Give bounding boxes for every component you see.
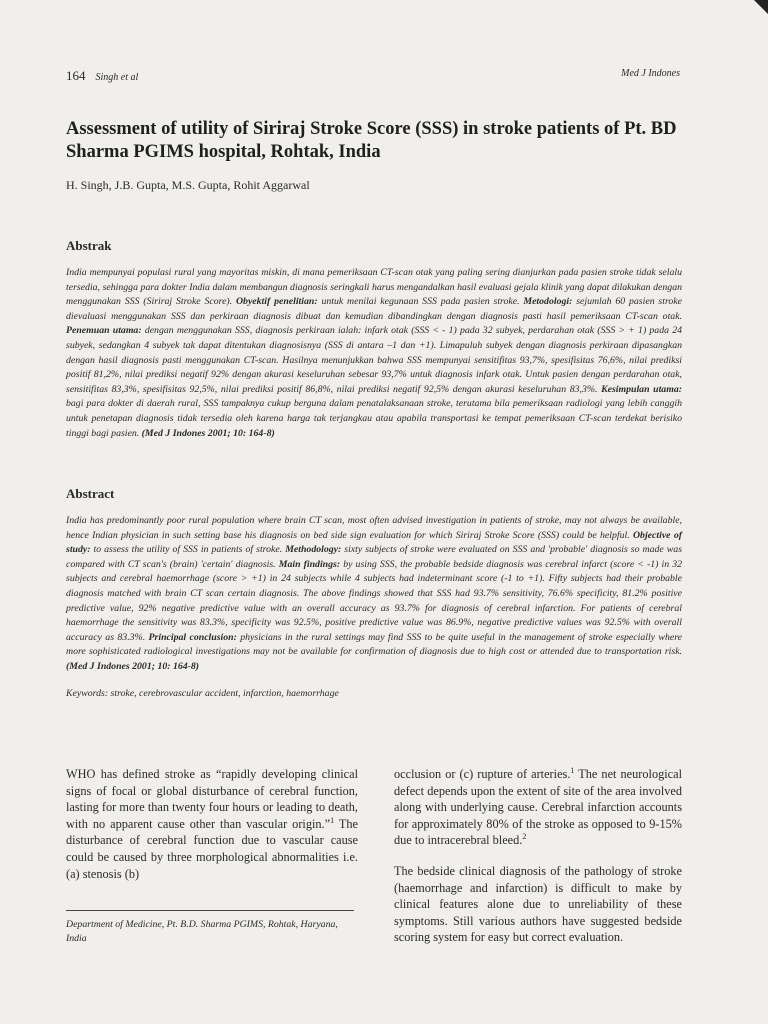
abstrak-intro: India mempunyai populasi rural yang mayoritas miskin, di mana pemeriksaan CT-scan otak yang paling sering dianjurkan pada pasien stroke tidak selalu tersedia, sehingga para dokter India dalam membangun diagnosis seringkali harus mengandalkan hasil evaluasi gejala klinik yang dapat dilakukan dengan menggunakan SSS (Siriraj Stroke Score). — [66, 267, 682, 308]
abstract-citation: (Med J Indones 2001; 10: 164-8) — [66, 660, 200, 672]
abstract-label-findings: Main findings: — [278, 558, 341, 570]
body-text: WHO has defined stroke as “rapidly developing clinical signs of focal or global disturbance of cerebral function, lasting for more than twenty four hours or leading to death, with no apparent cause other than vascular origin.” — [66, 767, 358, 831]
page-corner-mark — [754, 0, 768, 14]
abstract-method: sixty subjects of stroke were evaluated on SSS and 'probable' diagnosis so made was compared with CT scan's (brain) 'certain' diagnosis. — [66, 544, 683, 570]
abstract-objective: to assess the utility of SSS in patients of stroke. — [93, 544, 283, 556]
abstract-conclusion: physicians in the rural settings may find SSS to be quite useful in the management of stroke especially where more sophisticated radiological investigations may not be available for confirmation of diagnosis due to high cost or attended due to transportation risk. — [66, 631, 682, 658]
abstract-heading: Abstract — [66, 486, 115, 501]
running-header — [66, 68, 680, 84]
body-column-right — [394, 766, 682, 960]
abstrak-findings: dengan menggunakan SSS, diagnosis perkiraan ialah: infark otak (SSS < - 1) pada 32 subyek, perdarahan otak (SSS > + 1) pada 24 subyek, sedangkan 4 subyek tak dapat ditentukan diagnosisnya (SSS di antara –1 dan +1). Limapuluh subyek dengan diagnosis perkiraan dipasangkan dengan hasil diagnosis pasti menggunakan CT-scan. Hasilnya menunjukkan bahwa SSS mempunyai sensitifitas 93,7%, spesifisitas 76,6%, nilai prediksi positif 81,2%, nilai prediksi negatif 92% dengan akurasi keseluruhan sebesar 93,7% untuk diagnosis infark otak. Untuk pasien dengan perdarahan otak, sensitifitas 83,3%, spesifisitas 92,5%, nilai prediksi positif 86,8%, nilai prediksi negatif 92,5% dengan akurasi keseluruhan 83,3%. — [66, 325, 682, 395]
affiliation-footnote: Department of Medicine, Pt. B.D. Sharma PGIMS, Rohtak, Haryana, India — [66, 919, 338, 944]
abstrak-label-conclusion: Kesimpulan utama: — [601, 383, 682, 395]
reference-marker[interactable]: 2 — [522, 832, 527, 842]
footnote-divider — [66, 910, 354, 911]
abstrak-conclusion: bagi para dokter di daerah rural, SSS tampaknya cukup berguna dalam penatalaksanaan stroke, terutama bila pemeriksaan radiologi yang lebih canggih untuk penetapan diagnosis tidak tersedia oleh karena harga tak terjangkau atau apabila transportasi ke tempat pemeriksaan CT-scan terdekat berisiko tinggi bagi pasien. — [66, 398, 682, 439]
body-paragraph: The bedside clinical diagnosis of the pathology of stroke (haemorrhage and infarction) is difficult to make by clinical features alone due to unreliability of these symptoms. Still various authors have suggested bedside scoring system for easy but correct evaluation. — [394, 863, 682, 945]
abstract-label-method: Methodology: — [285, 544, 342, 556]
body-paragraph — [66, 766, 358, 882]
abstract-findings: by using SSS, the probable bedside diagnosis was cerebral infarct (score < -1) in 32 subjects and cerebral haemorrhage (score > +1) in 24 subjects while 4 subjects had indeterminant score (-1 to +1). Fifty subjects had their probable diagnosis matched with brain CT scan certain diagnosis. The above findings showed that SSS had 93.7% sensitivity, 76.6% specificity, 81.2% positive predictive value, 92% negative predictive value with an overall accuracy as 93.7% for diagnosis of cerebral infarction. For patients of cerebral haemorrhage the sensitivity was 83.3%, specificity was 92.5%, positive predictive value was 86.9%, negative predictive values was 92.5% with overall accuracy as 83.3%. — [66, 558, 683, 643]
abstrak-heading: Abstrak — [66, 238, 112, 253]
abstrak-label-objective: Obyektif penelitian: — [235, 296, 318, 308]
page-number: 164 — [66, 68, 86, 83]
article-title: Assessment of utility of Siriraj Stroke Score (SSS) in stroke patients of Pt. BD Sharma PGIMS hospital, Rohtak, India — [66, 119, 677, 162]
body-column-left — [66, 766, 358, 896]
journal-name: Med J Indones — [621, 68, 680, 79]
abstract-label-conclusion: Principal conclusion: — [148, 631, 237, 643]
body-text: The net neurological defect depends upon the extent of site of the area involved along with underlying cause. Cerebral infarction accounts for approximately 80% of the stroke as opposed to 9-15% due to intracerebral bleed. — [394, 767, 682, 848]
abstrak-objective: untuk menilai kegunaan SSS pada pasien stroke. — [321, 296, 520, 308]
abstrak-label-method: Metodologi: — [523, 296, 573, 308]
reference-marker[interactable]: 1 — [570, 765, 575, 775]
running-header-left — [66, 68, 138, 84]
abstrak-text — [66, 266, 682, 441]
abstrak-citation: (Med J Indones 2001; 10: 164-8) — [141, 427, 275, 439]
abstract-label-objective: Objective of study: — [66, 529, 682, 556]
author-list: H. Singh, J.B. Gupta, M.S. Gupta, Rohit Aggarwal — [66, 178, 310, 192]
keywords: Keywords: stroke, cerebrovascular accident, infarction, haemorrhage — [66, 688, 339, 699]
body-text: occlusion or (c) rupture of arteries. — [394, 767, 571, 781]
running-authors: Singh et al — [95, 72, 139, 83]
abstract-text — [66, 514, 682, 675]
reference-marker[interactable]: 1 — [330, 815, 335, 825]
body-paragraph — [394, 766, 682, 849]
abstract-intro: India has predominantly poor rural population where brain CT scan, most often advised investigation in patients of stroke, may not always be available, hence Indian physician in such setting base his diagnosis on bed side sign evaluation for which Siriraj Stroke Score (SSS) could be helpful. — [66, 515, 682, 541]
body-text: The disturbance of cerebral function due to vascular cause could be caused by three morphological abnormalities i.e. (a) stenosis (b) — [66, 816, 358, 881]
abstrak-method: sejumlah 60 pasien stroke dievaluasi menggunakan SSS dan perkiraan diagnosis dibuat dan kemudian dibandingkan dengan diagnosis pasti hasil pemeriksaan CT-scan otak. — [66, 296, 682, 322]
abstrak-label-findings: Penemuan utama: — [66, 325, 142, 337]
